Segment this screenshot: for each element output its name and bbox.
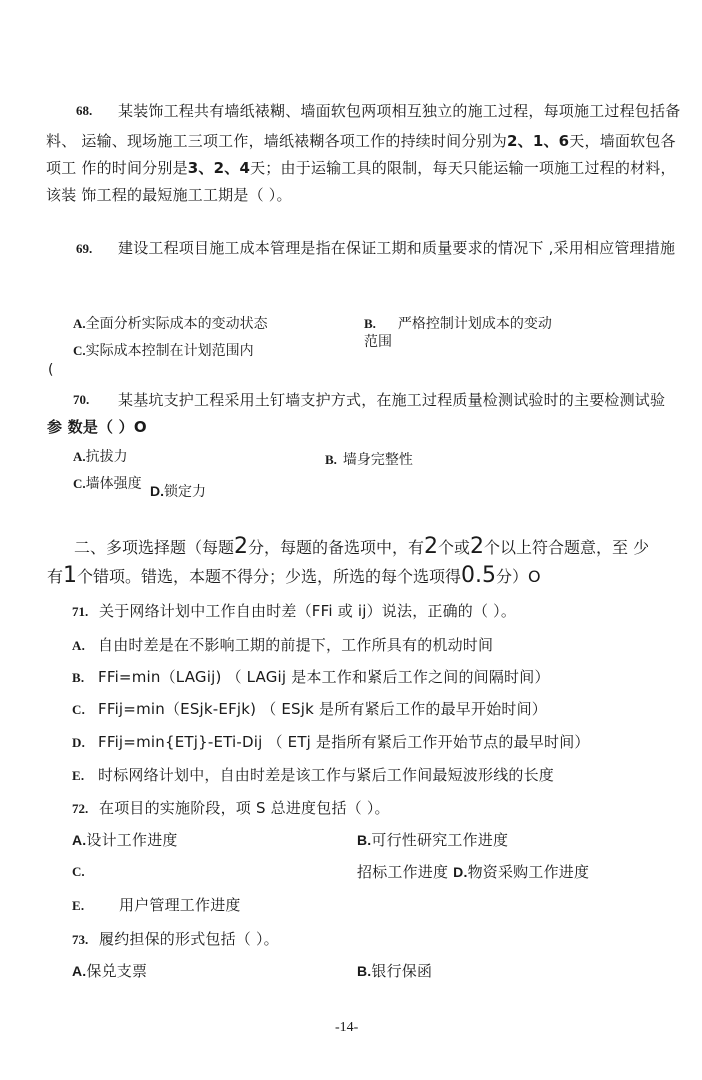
option-text: FFij=min（ESjk-EFjk) （ ESjk 是所有紧后工作的最早开始时间）: [98, 700, 547, 718]
question-text: 在项目的实施阶段，项 S 总进度包括（ ）。: [99, 799, 390, 817]
question-number: 69.: [76, 241, 93, 256]
text-span: 有: [47, 567, 64, 586]
question-text: 某装饰工程共有墙纸裱糊、墙面软包两项相互独立的施工过程，每项施工过程包括备: [118, 102, 681, 120]
option-label: C.: [72, 702, 86, 717]
option-d: [72, 731, 590, 752]
option-label: B.: [357, 832, 372, 848]
option-c-label: C.: [72, 864, 85, 879]
text-span: 个错项。错选，本题不得分；少选，所选的每个选项得: [77, 567, 462, 586]
option-label: B.: [357, 963, 372, 979]
option-a: [72, 829, 178, 850]
number: 2: [234, 534, 249, 559]
option-label: D.: [72, 735, 86, 750]
text-span: 料、 运输、现场施工三项工作，墙纸裱糊各项工作的持续时间分别为: [46, 132, 507, 150]
question-number: 68.: [76, 103, 93, 118]
option-text: 抗拔力: [85, 449, 128, 465]
option-d: [150, 481, 206, 501]
option-label: A.: [73, 316, 86, 331]
option-a: [72, 960, 147, 981]
option-text: 银行保函: [371, 962, 433, 980]
number: 0.5: [461, 563, 497, 588]
option-a: [73, 313, 268, 333]
option-c: [72, 698, 547, 719]
option-text: 墙身完整性: [342, 452, 413, 468]
question-number: 71.: [72, 604, 89, 619]
option-text: 墙体强度: [85, 476, 142, 492]
option-c: [73, 340, 254, 360]
option-text: 时标网络计划中，自由时差是该工作与紧后工作间最短波形线的长度: [98, 766, 555, 784]
option-c-d: [357, 861, 589, 882]
option-text: 设计工作进度: [86, 831, 178, 849]
question-text: [46, 157, 676, 178]
option-b-continued: 范围: [364, 334, 392, 350]
option-label: C.: [73, 343, 86, 358]
question-text: 建设工程项目施工成本管理是指在保证工期和质量要求的情况下 ,采用相应管理措施: [118, 239, 676, 257]
question-number: 73.: [72, 932, 89, 947]
option-b: [72, 666, 550, 687]
option-label: B.: [325, 452, 337, 467]
question-text: [46, 130, 676, 151]
option-c: [73, 473, 142, 493]
durations: 2、1、6: [506, 132, 570, 150]
number: 2: [424, 534, 439, 559]
question-text: 履约担保的形式包括（ ）。: [99, 930, 279, 948]
text-span: 个以上符合题意，至 少: [484, 538, 650, 557]
option-label: B.: [72, 670, 85, 685]
option-text: 自由时差是在不影响工期的前提下，工作所具有的机动时间: [98, 636, 494, 654]
option-text: 用户管理工作进度: [119, 896, 241, 914]
option-label: B.: [364, 316, 376, 331]
section-title: [74, 534, 649, 559]
question-text: 关于网络计划中工作自由时差（FFi 或 ij）说法，正确的（ ）。: [99, 602, 517, 620]
option-text: 严格控制计划成本的变动: [397, 316, 552, 332]
text-span: 个或: [438, 538, 471, 557]
question-number: 72.: [72, 801, 89, 816]
stray-paren: (: [48, 362, 54, 378]
option-label: D.: [150, 483, 164, 499]
option-text: 可行性研究工作进度: [371, 831, 509, 849]
text-span: 天；由于运输工具的限制，每天只能运输一项施工过程的材料，: [250, 159, 676, 177]
option-e: [72, 894, 241, 915]
question-number: 70.: [73, 392, 90, 407]
option-text: FFi=min（LAGij) （ LAGij 是本工作和紧后工作之间的间隔时间）: [98, 668, 550, 686]
option-e: [72, 764, 554, 785]
option-label: A.: [72, 963, 87, 979]
option-b: [357, 829, 508, 850]
option-b: [364, 313, 552, 333]
text-span: 天，墙面软包各: [569, 132, 676, 150]
option-a: [72, 634, 493, 655]
question-text: 某基坑支护工程采用土钉墙支护方式，在施工过程质量检测试验时的主要检测试验: [118, 391, 666, 409]
option-label: E.: [72, 768, 85, 783]
question-text: 参 数是（ ）O: [47, 418, 147, 436]
option-a: [73, 446, 128, 466]
text-span: 分，每题的备选项中，有: [248, 538, 425, 557]
text-span: 分）O: [496, 567, 541, 586]
option-text: 保兑支票: [86, 962, 148, 980]
option-text: FFij=min{ETj}-ETi-Dij （ ETj 是指所有紧后工作开始节点的最早时间）: [98, 733, 590, 751]
option-d-label: D.: [453, 864, 468, 880]
option-label: E.: [72, 898, 85, 913]
number: 1: [63, 563, 78, 588]
option-label: A.: [72, 832, 87, 848]
durations: 3、2、4: [187, 159, 251, 177]
option-d-text: 物资采购工作进度: [467, 863, 590, 881]
option-b: [357, 960, 432, 981]
page-number: -14-: [335, 1020, 359, 1035]
option-label: C.: [73, 476, 86, 491]
section-instructions: [47, 563, 541, 588]
option-text: 锁定力: [164, 484, 206, 500]
option-c-text: 招标工作进度: [357, 863, 449, 881]
question-text: 该装 饰工程的最短施工工期是（ ）。: [46, 186, 292, 204]
option-label: A.: [73, 449, 86, 464]
option-text: 全面分析实际成本的变动状态: [85, 316, 268, 332]
text-span: 项工 作的时间分别是: [46, 159, 188, 177]
option-b: [325, 449, 413, 469]
number: 2: [470, 534, 485, 559]
option-label: A.: [72, 638, 86, 653]
text-span: 二、多项选择题（每题: [74, 538, 235, 557]
option-text: 实际成本控制在计划范围内: [85, 343, 254, 359]
